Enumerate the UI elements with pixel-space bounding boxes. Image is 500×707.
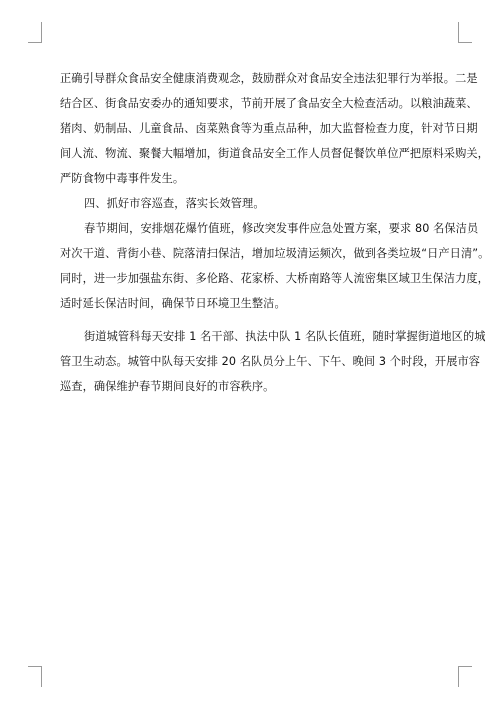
text-line: 对次干道、背街小巷、院落清扫保洁，增加垃圾清运频次，做到各类垃圾“日产日清”。 <box>60 247 490 260</box>
text-line: 猪肉、奶制品、儿童食品、卤菜熟食等为重点品种，加大监督检查力度，针对节日期 <box>60 122 478 135</box>
text-line: 春节期间，安排烟花爆竹值班，修改突发事件应急处置方案，要求 80 名保洁员 <box>84 222 479 235</box>
paragraph-sanitation <box>60 216 490 316</box>
crop-mark-bottom-right <box>458 666 472 687</box>
paragraph-spacer <box>60 316 444 324</box>
text-line: 巡查，确保维护春节期间良好的市容秩序。 <box>60 380 275 393</box>
text-line: 适时延长保洁时间，确保节日环境卫生整洁。 <box>60 297 286 310</box>
crop-mark-bottom-left <box>28 666 42 687</box>
document-body <box>60 66 490 399</box>
section-heading: 四、抓好市容巡查，落实长效管理。 <box>84 197 265 210</box>
section-heading-city-inspection <box>60 191 444 216</box>
crop-mark-top-left <box>28 22 42 43</box>
paragraph-food-safety <box>60 66 489 191</box>
text-line: 严防食物中毒事件发生。 <box>60 172 185 185</box>
text-line: 间人流、物流、聚餐大幅增加，街道食品安全工作人员督促餐饮单位严把原料采购关， <box>60 147 489 160</box>
text-line: 正确引导群众食品安全健康消费观念，鼓励群众对食品安全违法犯罪行为举报。二是 <box>60 72 478 85</box>
text-line: 同时，进一步加强盐东街、多伦路、花家桥、大桥南路等人流密集区域卫生保洁力度， <box>60 272 489 285</box>
text-line: 结合区、街食品安委办的通知要求，节前开展了食品安全大检查活动。以粮油蔬菜、 <box>60 97 478 110</box>
text-line: 管卫生动态。城管中队每天安排 20 名队员分上午、下午、晚间 3 个时段，开展市容 <box>60 355 481 368</box>
crop-mark-top-right <box>458 22 472 43</box>
paragraph-city-management <box>60 324 486 399</box>
text-line: 街道城管科每天安排 1 名干部、执法中队 1 名队长值班，随时掌握街道地区的城 <box>84 330 486 343</box>
